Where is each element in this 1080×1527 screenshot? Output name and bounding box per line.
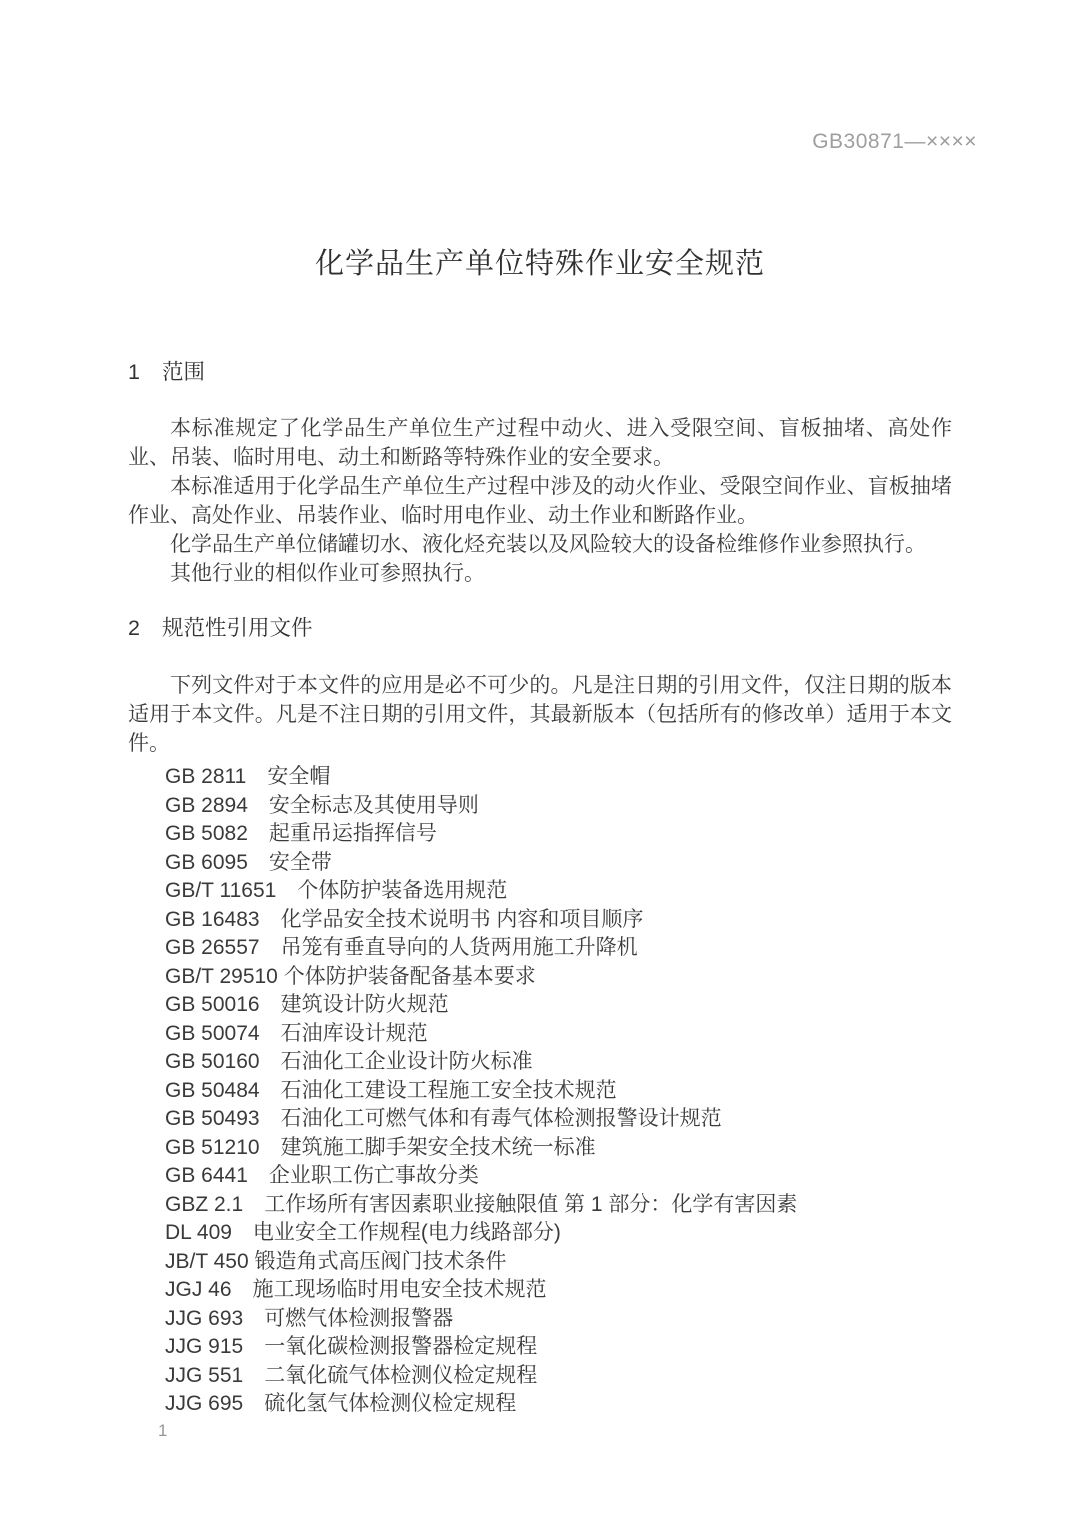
reference-item: JJG 915 一氧化碳检测报警器检定规程 xyxy=(165,1335,538,1358)
paragraph: 其他行业的相似作业可参照执行。 xyxy=(170,562,485,585)
paragraph: 本标准规定了化学品生产单位生产过程中动火、进入受限空间、盲板抽堵、高处作业、吊装、临时用电、动土和断路等特殊作业的安全要求。 xyxy=(128,417,952,469)
reference-item: GB 6095 安全带 xyxy=(165,850,332,874)
reference-item: GB 16483 化学品安全技术说明书 内容和项目顺序 xyxy=(165,907,644,931)
reference-item: GB 50484 石油化工建设工程施工安全技术规范 xyxy=(165,1078,617,1102)
reference-item: DL 409 电业安全工作规程(电力线路部分) xyxy=(165,1221,561,1244)
reference-item: GB 2894 安全标志及其使用导则 xyxy=(165,793,479,817)
paragraph: 化学品生产单位储罐切水、液化烃充装以及风险较大的设备检维修作业参照执行。 xyxy=(170,533,926,556)
section-1-heading xyxy=(128,358,952,387)
section-1-title: 范围 xyxy=(161,360,205,384)
reference-list xyxy=(128,763,952,1419)
reference-item: GB 50493 石油化工可燃气体和有毒气体检测报警设计规范 xyxy=(165,1107,722,1130)
reference-item: GB 26557 吊笼有垂直导向的人货两用施工升降机 xyxy=(165,936,638,959)
paragraph: 下列文件对于本文件的应用是必不可少的。凡是注日期的引用文件，仅注日期的版本适用于本文件。凡是不注日期的引用文件，其最新版本（包括所有的修改单）适用于本文件。 xyxy=(128,674,952,755)
page-number: 1 xyxy=(158,1421,168,1440)
reference-item: GB 6441 企业职工伤亡事故分类 xyxy=(165,1164,479,1187)
section-normative-references xyxy=(128,614,952,1419)
reference-item: GB 50160 石油化工企业设计防火标准 xyxy=(165,1050,533,1073)
section-2-number: 2 xyxy=(128,616,140,640)
section-scope xyxy=(128,358,952,588)
reference-item: GB/T 29510 个体防护装备配备基本要求 xyxy=(165,964,536,988)
reference-item: JGJ 46 施工现场临时用电安全技术规范 xyxy=(165,1278,547,1301)
reference-item: GB 51210 建筑施工脚手架安全技术统一标准 xyxy=(165,1135,596,1159)
reference-item: GB 50016 建筑设计防火规范 xyxy=(165,993,449,1016)
doc-title: 化学品生产单位特殊作业安全规范 xyxy=(314,248,765,280)
reference-item: GB 50074 石油库设计规范 xyxy=(165,1021,428,1045)
reference-item: JB/T 450 锻造角式高压阀门技术条件 xyxy=(165,1249,507,1273)
doc-code: GB30871—×××× xyxy=(812,130,977,153)
reference-item: GB 2811 安全帽 xyxy=(165,765,331,788)
reference-item: GB 5082 起重吊运指挥信号 xyxy=(165,822,437,845)
paragraph: 本标准适用于化学品生产单位生产过程中涉及的动火作业、受限空间作业、盲板抽堵作业、高处作业、吊装作业、临时用电作业、动土作业和断路作业。 xyxy=(128,475,952,527)
doc-header xyxy=(812,130,977,154)
reference-item: JJG 695 硫化氢气体检测仪检定规程 xyxy=(165,1392,517,1415)
section-2-heading xyxy=(128,614,952,643)
section-1-number: 1 xyxy=(128,360,140,384)
section-2-title: 规范性引用文件 xyxy=(161,616,313,640)
reference-item: GB/T 11651 个体防护装备选用规范 xyxy=(165,879,508,902)
reference-item: JJG 693 可燃气体检测报警器 xyxy=(165,1306,454,1330)
reference-item: JJG 551 二氧化硫气体检测仪检定规程 xyxy=(165,1363,538,1387)
reference-item: GBZ 2.1 工作场所有害因素职业接触限值 第 1 部分：化学有害因素 xyxy=(165,1192,798,1216)
